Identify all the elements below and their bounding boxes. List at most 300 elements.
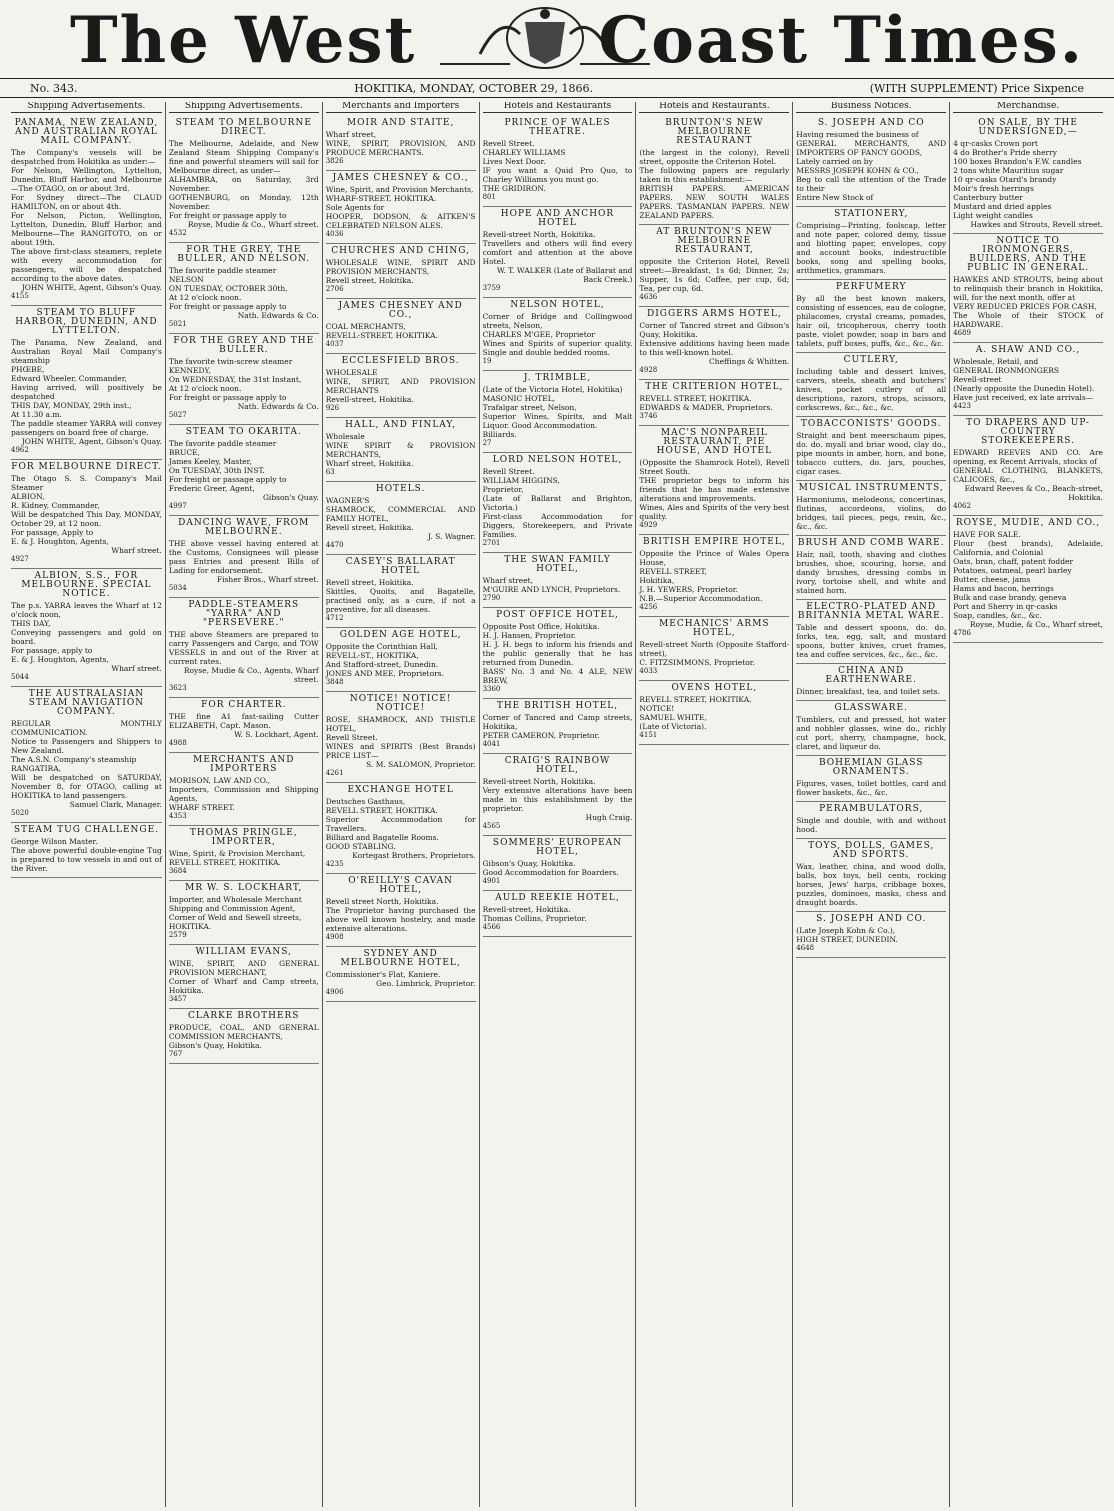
ad-number: 4906 [325, 988, 344, 996]
column-5 [635, 102, 792, 1507]
advertisement [483, 553, 633, 608]
ad-signature: Royse, Mudie & Co., Agents, Wharf street. [183, 666, 319, 684]
ad-title: STEAM TO OKARITA. [185, 427, 302, 437]
ad-body: (Opposite the Shamrock Hotel), Revell Street South. THE proprietor begs to inform his friends that he has made extensive alterations and improvements. Wines, Ales and Spirits of the very best quality. [639, 458, 790, 521]
ad-title: TO DRAPERS AND UP-COUNTRY STOREKEEPERS. [966, 418, 1090, 446]
ad-body: Single and double, with and without hood. [796, 816, 947, 834]
ad-body: The Melbourne, Adelaide, and New Zealand Steam Shipping Company's fine and powerful steamers will sail for Melbourne direct, as under— ALHAMBRA, on Saturday, 3rd November. GOTHENBURG, on Monday, 12th November. For freight or passage apply to [168, 139, 319, 220]
advertisement [483, 298, 633, 371]
ad-title: LORD NELSON HOTEL, [492, 455, 623, 465]
ad-body: Comprising—Printing, foolscap, letter and note paper, colored demy, tissue and blotting paper, envelopes, copy and account books, indestructible books, song and spelling books, arithmetics, grammars. [796, 221, 947, 275]
ad-body: The favorite paddle steamer NELSON ON TUESDAY, OCTOBER 30th, At 12 o'clock noon. For freight or passage apply to [168, 266, 288, 311]
advertisement [11, 569, 162, 687]
ad-signature: Geo. Limbrick, Proprietor. [376, 979, 476, 988]
ad-signature: Nath. Edwards & Co. [237, 402, 319, 411]
issue-number: No. 343. [30, 81, 78, 95]
column-header: Shipping Advertisements. [11, 102, 162, 113]
ad-signature: Nath. Edwards & Co. [237, 311, 319, 320]
ad-title: FOR MELBOURNE DIRECT. [11, 462, 162, 472]
ad-signature: Cheffings & Whitten. [709, 357, 790, 366]
ad-number: 4151 [639, 731, 658, 739]
ad-body: By all the best known makers, consisting of essences, eau de cologne, philacomes, crystal creams, pomades, hair oil, tricopherous, cherry tooth paste, violet powder, soap in bars and tablets, puff boxes, puffs, &c., &c., &c. [796, 294, 947, 348]
advertisement [639, 380, 789, 426]
advertisement [953, 343, 1103, 416]
ad-number: 3457 [168, 995, 187, 1003]
ad-title: CASEY'S BALLARAT HOTEL [345, 557, 456, 576]
ad-body: The Panama, New Zealand, and Australian Royal Mail Company's steamship PHŒBE, Edward Wheeler, Commander, Having arrived, will positively be despatched THIS DAY, MONDAY, 29th inst., At 11.30 a.m. The paddle steamer YARRA will convey passengers on board free of charge. [11, 338, 162, 437]
ad-title: ROYSE, MUDIE, AND CO., [955, 518, 1101, 528]
ad-body: Harmoniums, melodeons, concertinas, flutinas, accordeons, violins, do bridges, tail pieces, pegs, resin, &c., &c., &c. [796, 495, 947, 531]
ad-body: The favorite twin-screw steamer KENNEDY, On WEDNESDAY, the 31st Instant, At 12 o'clock noon. For freight or passage apply to [168, 357, 302, 402]
ad-number: 767 [168, 1050, 183, 1058]
ad-title: HOTELS. [375, 484, 426, 494]
newspaper-title-left: The West [70, 3, 417, 78]
ad-title: MR W. S. LOCKHART, [185, 883, 303, 893]
advertisement [796, 701, 946, 756]
ad-signature: W. T. WALKER (Late of Ballarat and Back Creek.) [497, 266, 633, 284]
ad-title: NOTICE TO IRONMONGERS, BUILDERS, AND THE PUBLIC IN GENERAL. [967, 236, 1090, 273]
advertisement [796, 353, 946, 417]
ad-signature: Royse, Mudie & Co., Wharf street. [187, 220, 319, 229]
issue-price: (WITH SUPPLEMENT) Price Sixpence [869, 81, 1084, 95]
ad-number: 4353 [168, 812, 187, 820]
ad-title: PADDLE-STEAMERS "YARRA" AND "PERSEVERE." [188, 600, 300, 628]
advertisement [483, 891, 633, 937]
ad-number: 5021 [168, 320, 187, 328]
ad-body: opposite the Criterion Hotel, Revell street:—Breakfast, 1s 6d; Dinner, 2s; Supper, 1s 6d; Coffee, per cup, 6d; Tea, per cup, 6d. [639, 257, 790, 293]
advertisement [483, 371, 633, 453]
ad-title: THE BRITISH HOTEL, [496, 701, 619, 711]
ad-title: WILLIAM EVANS, [195, 947, 292, 957]
advertisement [953, 516, 1103, 643]
ad-body: REVELL STREET, HOKITIKA. EDWARDS & MADER, Proprietors. [639, 394, 773, 412]
ad-body: (the largest in the colony), Revell street, opposite the Criterion Hotel. The following papers are regularly taken in this establishment:— BRITISH PAPERS. AMERICAN PAPERS. NEW SOUTH WALES PAPERS. TASMANIAN PAPERS. NEW ZEALAND PAPERS. [639, 148, 790, 220]
advertisement [639, 535, 789, 617]
ad-signature: Wharf street. [111, 664, 162, 673]
advertisement [326, 692, 476, 783]
ad-number: 4927 [11, 555, 29, 563]
ad-title: HOPE AND ANCHOR HOTEL [500, 209, 615, 228]
ad-body: The Company's vessels will be despatched from Hokitika as under:— For Nelson, Wellington, Lyttelton, Dunedin, Bluff Harbor, and Melbourne—The OTAGO, on or about 3rd. For Sydney direct—The CLAUD HAMILTON, on or about 4th. For Nelson, Picton, Wellington, Lyttelton, Dunedin, Bluff Harbor, and Melbourne—The RANGITOTO, on or about 19th. The above first-class steamers, replete with every accommodation for passengers, will be despatched according to the above dates. [11, 148, 162, 283]
ad-number: 4256 [639, 603, 658, 611]
ad-title: MAC'S NONPAREIL RESTAURANT, PIE HOUSE, AND HOTEL [656, 428, 773, 456]
advertisement [169, 243, 319, 334]
ad-number: 4908 [325, 933, 344, 941]
ad-body: ROSE, SHAMROCK, AND THISTLE HOTEL, Revell Street. WINES and SPIRITS (Best Brands) PRICE LIST— [325, 715, 476, 760]
ad-title: ELECTRO-PLATED AND BRITANNIA METAL WARE. [797, 602, 945, 621]
ad-body: Wax, leather, china, and wood dolls, balls, box toys, bell cents, rocking horses, Jews' harps, cribbage boxes, puzzles, dominoes, masks, chess and draught boards. [796, 862, 947, 907]
advertisement [169, 1009, 319, 1064]
ad-body: Wharf street, WINE, SPIRIT, PROVISION, AND PRODUCE MERCHANTS. [325, 130, 476, 157]
ad-number: 926 [325, 404, 340, 412]
ad-title: CRAIG'S RAINBOW HOTEL, [504, 756, 611, 775]
column-header: Shipping Advertisements. [169, 102, 319, 113]
ad-number: 4041 [482, 740, 501, 748]
ad-body: Revell Street. WILLIAM HIGGINS, Proprietor, (Late of Ballarat and Brighton, Victoria.) First-class Accommodation for Diggers, Storekeepers, and Private Families. [482, 467, 633, 539]
ad-title: A. SHAW AND CO., [975, 345, 1081, 355]
ad-body: The favorite paddle steamer BRUCE, James Keeley, Master, On TUESDAY, 30th INST. For freight or passage apply to Frederic Greer, Agent, [168, 439, 287, 493]
advertisement [796, 912, 946, 958]
ad-title: CLARKE BROTHERS [188, 1011, 300, 1021]
advertisement [639, 225, 789, 307]
ad-number: 3623 [168, 684, 187, 692]
ad-number: 5020 [11, 809, 29, 817]
ad-number: 2579 [168, 931, 187, 939]
ad-number: 5044 [11, 673, 29, 681]
ad-body: Wharf street, M'GUIRE AND LYNCH, Proprietors. [482, 576, 621, 594]
ad-body: Hair, nail, tooth, shaving and clothes brushes, shoe, scouring, horse, and dandy brushes, dressing combs in ivory, tortoise shell, and white and stained horn. [796, 550, 947, 595]
ad-signature: JOHN WHITE, Agent, Gibson's Quay. [21, 437, 162, 446]
advertisement [11, 306, 162, 460]
ad-number: 4566 [482, 923, 501, 931]
advertisement [796, 756, 946, 802]
column-6 [792, 102, 949, 1507]
ad-number: 4423 [953, 402, 971, 410]
ad-title: CUTLERY, [843, 355, 899, 365]
ad-title: J. TRIMBLE, [523, 373, 592, 383]
column-header: Merchants and Importers [326, 102, 476, 113]
ad-number: 4689 [953, 329, 971, 337]
advertisement [326, 116, 476, 171]
ad-title: AT BRUNTON'S NEW MELBOURNE RESTAURANT, [656, 227, 773, 255]
ad-body: Commissioner's Flat, Kaniere. [325, 970, 441, 979]
ad-number: 4636 [639, 293, 658, 301]
advertisement [326, 555, 476, 628]
column-7 [949, 102, 1106, 1507]
ad-title: BRUSH AND COMB WARE. [797, 538, 945, 548]
ad-number: 4033 [639, 667, 658, 675]
ad-number: 4786 [953, 629, 971, 637]
advertisement [11, 687, 162, 823]
advertisement [326, 244, 476, 299]
ad-title: AULD REEKIE HOTEL, [495, 893, 620, 903]
ad-number: 4155 [11, 292, 29, 300]
ad-title: GLASSWARE. [834, 703, 908, 713]
ad-number: 4261 [325, 769, 344, 777]
ad-body: COAL MERCHANTS, REVELL-STREET, HOKITIKA. [325, 322, 438, 340]
ad-title: CHURCHES AND CHING, [331, 246, 471, 256]
advertisement [326, 354, 476, 418]
ad-number: 63 [325, 468, 335, 476]
column-3 [322, 102, 479, 1507]
ad-title: EXCHANGE HOTEL [347, 785, 454, 795]
ad-title: ECCLESFIELD BROS. [341, 356, 460, 366]
ad-title: TOYS, DOLLS, GAMES, AND SPORTS. [808, 841, 935, 860]
ad-number: 4037 [325, 340, 344, 348]
advertisement [796, 481, 946, 536]
ad-title: O'REILLY'S CAVAN HOTEL, [348, 876, 454, 895]
advertisement [169, 881, 319, 945]
advertisement [169, 826, 319, 881]
ad-number: 4928 [639, 366, 658, 374]
ad-title: STATIONERY, [834, 209, 909, 219]
ad-title: PERFUMERY [835, 282, 907, 292]
ad-body: Revell-street North (Opposite Stafford-street), C. FITZSIMMONS, Proprietor. [639, 640, 790, 667]
ad-title: SOMMERS' EUROPEAN HOTEL, [492, 838, 623, 857]
ad-number: 4962 [11, 446, 29, 454]
ad-body: REGULAR MONTHLY COMMUNICATION. Notice to Passengers and Shippers to New Zealand. The A.S.N. Company's steamship RANGATIRA, Will be despatched on SATURDAY, November 8, for OTAGO, calling at HOKITIKA to land passengers. [11, 719, 162, 800]
ad-number: 4929 [639, 521, 658, 529]
column-1 [8, 102, 165, 1507]
ad-title: MUSICAL INSTRUMENTS, [798, 483, 944, 493]
ad-number: 3826 [325, 157, 344, 165]
ad-title: NOTICE! NOTICE! NOTICE! [349, 694, 452, 713]
ad-body: Revell street North, Hokitika. The Proprietor having purchased the above well known hostelry, and made extensive alterations. [325, 897, 476, 933]
ad-number: 3759 [482, 284, 501, 292]
dateline [0, 78, 1114, 98]
ad-signature: Gibson's Quay. [262, 493, 319, 502]
ad-number: 4470 [325, 541, 344, 549]
ad-body: Revell-street North, Hokitika. Very extensive alterations have been made in this establishment by the proprietor. [482, 777, 633, 813]
advertisement [11, 823, 162, 878]
advertisement [169, 598, 319, 698]
advertisement [796, 417, 946, 481]
advertisement [11, 460, 162, 569]
ad-signature: Samuel Clark, Manager. [69, 800, 162, 809]
ad-signature: Hugh Craig. [585, 813, 633, 822]
ad-title: POST OFFICE HOTEL, [496, 610, 619, 620]
ad-number: 4901 [482, 877, 501, 885]
ad-number: 4988 [168, 739, 187, 747]
ad-number: 4712 [325, 614, 344, 622]
ad-title: PERAMBULATORS, [819, 804, 924, 814]
ad-body: REVELL STREET, HOKITIKA. NOTICE! SAMUEL WHITE, (Late of Victoria). [639, 695, 752, 731]
ad-number: 4997 [168, 502, 187, 510]
ad-title: GOLDEN AGE HOTEL, [339, 630, 462, 640]
advertisement [953, 234, 1103, 343]
ad-number: 19 [482, 357, 492, 365]
advertisement [326, 947, 476, 1002]
advertisement [169, 945, 319, 1009]
advertisement [169, 425, 319, 516]
advertisement [483, 207, 633, 298]
ad-title: CHINA AND EARTHENWARE. [825, 666, 917, 685]
ad-number: 5027 [168, 411, 187, 419]
columns [0, 98, 1114, 1507]
masthead [0, 0, 1114, 78]
advertisement [169, 753, 319, 826]
ad-title: S. JOSEPH AND CO [817, 118, 925, 128]
advertisement [639, 681, 789, 745]
ad-title: THE AUSTRALASIAN STEAM NAVIGATION COMPANY. [28, 689, 145, 717]
advertisement [796, 600, 946, 664]
ad-body: WAGNER'S SHAMROCK, COMMERCIAL AND FAMILY HOTEL, Revell street, Hokitika. [325, 496, 476, 532]
advertisement [639, 307, 789, 380]
advertisement [326, 628, 476, 692]
advertisement [483, 608, 633, 699]
ad-title: STEAM TUG CHALLENGE. [13, 825, 160, 835]
ad-title: NELSON HOTEL, [510, 300, 605, 310]
advertisement [326, 299, 476, 354]
advertisement [326, 783, 476, 874]
column-4 [479, 102, 636, 1507]
column-header: Hotels and Restaurants. [639, 102, 789, 113]
ad-body: Corner of Tancred street and Gibson's Quay, Hokitika. Extensive additions having been made to this well-known hotel. [639, 321, 790, 357]
advertisement [639, 116, 789, 225]
advertisement [483, 836, 633, 891]
ad-title: MOIR AND STAITE, [346, 118, 455, 128]
ad-title: HALL, AND FINLAY, [345, 420, 457, 430]
ad-title: THE SWAN FAMILY HOTEL, [504, 555, 611, 574]
ad-body: Wholesale, Retail, and GENERAL IRONMONGERS Revell-street (Nearly opposite the Dunedin Hotel). Have just received, ex late arrivals— [953, 357, 1095, 402]
ad-title: FOR THE GREY, THE BULLER, AND NELSON. [177, 245, 311, 264]
ad-body: Dinner, breakfast, tea, and toilet sets. [796, 687, 940, 696]
ad-title: THE CRITERION HOTEL, [645, 382, 784, 392]
advertisement [796, 839, 946, 912]
advertisement [953, 416, 1103, 516]
ad-body: Including table and dessert knives, carvers, steels, sheath and butchers' knives, pocket cutlery of all descriptions, razors, strops, scissors, corkscrews, &c., &c., &c. [796, 367, 947, 412]
ad-number: 4565 [482, 822, 501, 830]
ad-body: WHOLESALE WINE, SPIRIT, AND PROVISION MERCHANTS Revell-street, Hokitika. [325, 368, 476, 404]
ad-body: THE above Steamers are prepared to carry Passengers and Cargo, and TOW VESSELS in and out of the River at current rates. [168, 630, 319, 666]
ad-title: BRUNTON'S NEW MELBOURNE RESTAURANT [665, 118, 764, 146]
ad-title: JAMES CHESNEY & CO., [332, 173, 469, 183]
ad-body: Corner of Bridge and Collingwood streets, Nelson, CHARLES M'GEE, Proprietor Wines and Spirits of superior quality. Single and double bedded rooms. [482, 312, 633, 357]
ad-body: HAWKES AND STROUTS, being about to relinquish their branch in Hokitika, will, for the next month, offer at VERY REDUCED PRICES FOR CASH, The Whole of their STOCK of HARDWARE. [953, 275, 1103, 329]
ad-title: FOR THE GREY AND THE BULLER. [173, 336, 315, 355]
ad-title: BOHEMIAN GLASS ORNAMENTS. [819, 758, 924, 777]
ad-signature: Hawkes and Strouts, Revell street. [970, 220, 1103, 229]
ad-number: 801 [482, 193, 496, 201]
ad-number: 4532 [168, 229, 187, 237]
ad-signature: W. S. Lockhart, Agent. [234, 730, 319, 739]
ad-signature: S. M. SALOMON, Proprietor. [366, 760, 476, 769]
ad-body: WHOLESALE WINE, SPIRIT AND PROVISION MERCHANTS, Revell street, Hokitika. [325, 258, 476, 285]
issue-date: HOKITIKA, MONDAY, OCTOBER 29, 1866. [354, 81, 594, 95]
advertisement [796, 802, 946, 839]
advertisement [796, 536, 946, 600]
ad-body: Importer, and Wholesale Merchant Shipping and Commission Agent, Corner of Weld and Sewell streets, HOKITIKA. [168, 895, 302, 931]
ad-number: 2701 [482, 539, 501, 547]
advertisement [483, 116, 633, 207]
ad-body: Opposite the Corinthian Hall, REVELL-ST., HOKITIKA, And Stafford-street, Dunedin. JONES AND MEE, Proprietors. [325, 642, 444, 678]
ad-title: S. JOSEPH AND CO. [816, 914, 927, 924]
ad-number: 3360 [482, 685, 501, 693]
advertisement [169, 516, 319, 598]
ad-title: ALBION, S.S., FOR MELBOURNE. SPECIAL NOTICE. [21, 571, 152, 599]
advertisement [483, 699, 633, 754]
ad-body: HAVE FOR SALE. Flour (best brands), Adelaide, California, and Colonial Oats, bran, chaff, patent fodder Potatoes, oatmeal, pearl barley Butter, cheese, jams Hams and bacon, herrings Bulk and case brandy, geneva Port and Sherry in qr-casks Soap, candles, &c., &c. [953, 530, 1103, 620]
ad-signature: Fisher Bros., Wharf street. [216, 575, 319, 584]
ad-body: Wholesale WINE SPIRIT & PROVISION MERCHANTS, Wharf street, Hokitika. [325, 432, 476, 468]
ad-number: 4036 [325, 230, 344, 238]
ad-title: PANAMA, NEW ZEALAND, AND AUSTRALIAN ROYAL MAIL COMPANY. [14, 118, 159, 146]
ad-signature: Kortegast Brothers, Proprietors. [352, 851, 476, 860]
ad-number: 3684 [168, 867, 187, 875]
ad-body: Revell Street. CHARLEY WILLIAMS Lives Next Door. IF you want a Quid Pro Quo, to Charley Williams you must go. THE GRIDIRON. [482, 139, 633, 193]
advertisement [169, 116, 319, 243]
ad-number: 27 [482, 439, 492, 447]
advertisement [169, 698, 319, 753]
column-header: Merchandise. [953, 102, 1103, 113]
ad-body: Table and dessert spoons, do. do. forks, tea, egg, salt, and mustard spoons, butter knives, cruet frames, tea and coffee services, &c., &c., &c. [796, 623, 947, 659]
ad-title: DIGGERS ARMS HOTEL, [647, 309, 782, 319]
ad-body: Deutsches Gasthaus, REVELL STREET, HOKITIKA. Superior Accommodation for Travellers. Billiard and Bagatelle Rooms. GOOD STABLING. [325, 797, 476, 851]
ad-body: THE above vessel having entered at the Customs, Consignees will please pass Entries and present Bills of Lading for endorsement. [168, 539, 319, 575]
ad-body: Revell-street, Hokitika. Thomas Collins, Proprietor. [482, 905, 587, 923]
ad-title: STEAM TO MELBOURNE DIRECT. [175, 118, 312, 137]
ad-title: DANCING WAVE, FROM MELBOURNE. [178, 518, 310, 537]
ad-body: (Late Joseph Kohn & Co.), HIGH STREET, DUNEDIN. [796, 926, 898, 944]
ad-title: MERCHANTS AND IMPORTERS [193, 755, 295, 774]
advertisement [796, 280, 946, 353]
ad-title: STEAM TO BLUFF HARBOR, DUNEDIN, AND LYTTELTON. [15, 308, 158, 336]
ad-body: Gibson's Quay, Hokitika. Good Accommodation for Boarders. [482, 859, 619, 877]
ad-body: The Otago S. S. Company's Mail Steamer ALBION, R. Kidney, Commander, Will be despatched This Day, MONDAY, October 29, at 12 noon. For passage, Apply to E. & J. Houghton, Agents, [11, 474, 162, 546]
ad-body: 4 qr-casks Crown port 4 do Brother's Pride sherry 100 boxes Brandon's F.W. candles 2 tons white Mauritius sugar 10 qr-casks Otard's brandy Moir's fresh herrings Canterbury butter Mustard and dried apples Light weight candles [953, 139, 1082, 220]
ad-body: EDWARD REEVES AND CO. Are opening, ex Recent Arrivals, stocks of GENERAL CLOTHING, BLANKETS, CALICOES, &c., [953, 448, 1103, 484]
ad-title: PRINCE OF WALES THEATRE. [504, 118, 611, 137]
ad-title: ON SALE, BY THE UNDERSIGNED,— [978, 118, 1078, 137]
ad-number: 3746 [639, 412, 658, 420]
advertisement [11, 116, 162, 306]
ad-number: 4648 [796, 944, 815, 952]
advertisement [326, 874, 476, 947]
ad-title: JAMES CHESNEY AND CO., [338, 301, 463, 320]
ad-title: TOBACCONISTS' GOODS. [800, 419, 942, 429]
advertisement [796, 664, 946, 701]
newspaper-title-right: Coast Times. [598, 3, 1084, 78]
advertisement [796, 207, 946, 280]
ad-title: SYDNEY AND MELBOURNE HOTEL, [340, 949, 461, 968]
ad-number: 3848 [325, 678, 344, 686]
ad-body: WINE, SPIRIT, AND GENERAL PROVISION MERCHANT, Corner of Wharf and Camp streets, Hokitika. [168, 959, 319, 995]
advertisement [796, 116, 946, 207]
advertisement [169, 334, 319, 425]
ad-body: Corner of Tancred and Camp streets, Hokitika, PETER CAMERON, Proprietor. [482, 713, 633, 740]
ad-number: 5034 [168, 584, 187, 592]
ad-body: Straight and bent meerschaum pipes, do. do. myall and briar wood, clay do., pipe mounts in amber, horn, and bone, tobacco cutters, do. jars, pouches, cigar cases. [796, 431, 947, 476]
ad-body: Wine, Spirit, & Provision Merchant, REVELL STREET, HOKITIKA. [168, 849, 306, 867]
advertisement [483, 754, 633, 836]
ad-body: Tumblers, cut and pressed, hot water and nobbler glasses, wine do., richly cut port, sherry, champagne, hock, claret, and liqueur do. [796, 715, 947, 751]
ad-body: Opposite Post Office, Hokitika. H. J. Hansen, Proprietor. H. J. H. begs to inform his friends and the public generally that he has returned from Dunedin. BASS' No. 3 and No. 4 ALE, NEW BREW, [482, 622, 633, 685]
ad-body: George Wilson Master. The above powerful double-engine Tug is prepared to tow vessels in and out of the River. [11, 837, 162, 873]
advertisement [953, 116, 1103, 234]
ad-body: Revell-street North, Hokitika. Travellers and others will find every comfort and attention at the above Hotel. [482, 230, 633, 266]
ad-title: THOMAS PRINGLE, IMPORTER, [189, 828, 298, 847]
column-2 [165, 102, 322, 1507]
advertisement [326, 418, 476, 482]
ad-number: 4235 [325, 860, 344, 868]
ad-body: Revell street, Hokitika. Skittles, Quoits, and Bagatelle, practised only, as a cure, if not a preventive, for all diseases. [325, 578, 476, 614]
advertisement [639, 617, 789, 681]
ad-body: PRODUCE, COAL, AND GENERAL COMMISSION MERCHANTS, Gibson's Quay, Hokitika. [168, 1023, 319, 1050]
ad-number: 2790 [482, 594, 501, 602]
ad-title: OVENS HOTEL, [671, 683, 758, 693]
ad-body: (Late of the Victoria Hotel, Hokitika) MASONIC HOTEL, Trafalgar street, Nelson, Superior Wines, Spirits, and Malt Liquor. Good Accommodation. Billiards. [482, 385, 633, 439]
column-header: Business Notices. [796, 102, 946, 113]
ad-number: 4062 [953, 502, 971, 510]
ad-title: BRITISH EMPIRE HOTEL, [643, 537, 786, 547]
advertisement [483, 453, 633, 553]
ad-signature: Wharf street. [111, 546, 162, 555]
ad-signature: Royse, Mudie, & Co., Wharf street, [969, 620, 1103, 629]
advertisement [326, 171, 476, 244]
ad-signature: J. S. Wagner. [427, 532, 476, 541]
ad-body: Wine, Spirit, and Provision Merchants, WHARF-STREET, HOKITIKA. Sole Agents for HOOPER, DODSON, & AITKEN'S CELEBRATED NELSON ALES. [325, 185, 476, 230]
ad-body: THE fine A1 fast-sailing Cutter ELIZABETH, Capt. Mason. [168, 712, 319, 730]
ad-title: FOR CHARTER. [201, 700, 287, 710]
ad-signature: JOHN WHITE, Agent, Gibson's Quay. [21, 283, 162, 292]
advertisement [326, 482, 476, 555]
ad-body: Figures, vases, toilet bottles, card and flower baskets, &c., &c. [796, 779, 947, 797]
ad-number: 2706 [325, 285, 344, 293]
ad-body: Opposite the Prince of Wales Opera House, REVELL STREET, Hokitika, J. H. YEWERS, Proprietor. N.B.—Superior Accommodation. [639, 549, 790, 603]
ad-signature: Edward Reeves & Co., Beach-street, Hokitika. [964, 484, 1103, 502]
column-header: Hotels and Restaurants [483, 102, 633, 113]
advertisement [639, 426, 789, 535]
